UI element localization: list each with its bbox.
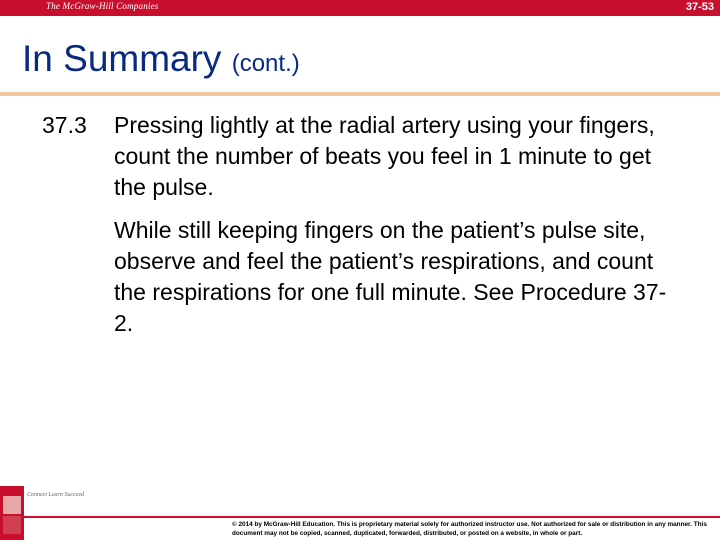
publisher-name: The McGraw-Hill Companies — [46, 1, 159, 11]
slide-title — [22, 38, 300, 80]
summary-item — [42, 110, 702, 203]
mcgraw-hill-logo — [0, 486, 24, 540]
title-main: In Summary — [22, 38, 222, 79]
header-bar — [0, 0, 720, 16]
logo-block-top — [3, 496, 21, 514]
paragraph-respirations: While still keeping fingers on the patient’s pulse site, observe and feel the patient’s respirations, and count the respirations for one full minute. See Procedure 37-2. — [114, 217, 667, 336]
logo-tagline: Connect Learn Succeed — [27, 492, 84, 498]
logo-block-bottom — [3, 516, 21, 534]
copyright-notice: © 2014 by McGraw-Hill Education. This is proprietary material solely for authorized instructor use. Not authorized for sale or distribution in any manner. This document may not be copied, scanned, duplicated, forwarded, distributed, or posted on a website, in whole or part. — [232, 521, 707, 537]
item-number: 37.3 — [42, 112, 87, 138]
title-sub: (cont.) — [231, 50, 300, 77]
slide-number: 37-53 — [685, 1, 714, 13]
title-divider — [0, 92, 720, 96]
slide-content — [42, 110, 702, 339]
paragraph-pulse: Pressing lightly at the radial artery using your fingers, count the number of beats you feel in 1 minute to get the pulse. — [114, 112, 655, 200]
footer-divider — [0, 516, 720, 518]
